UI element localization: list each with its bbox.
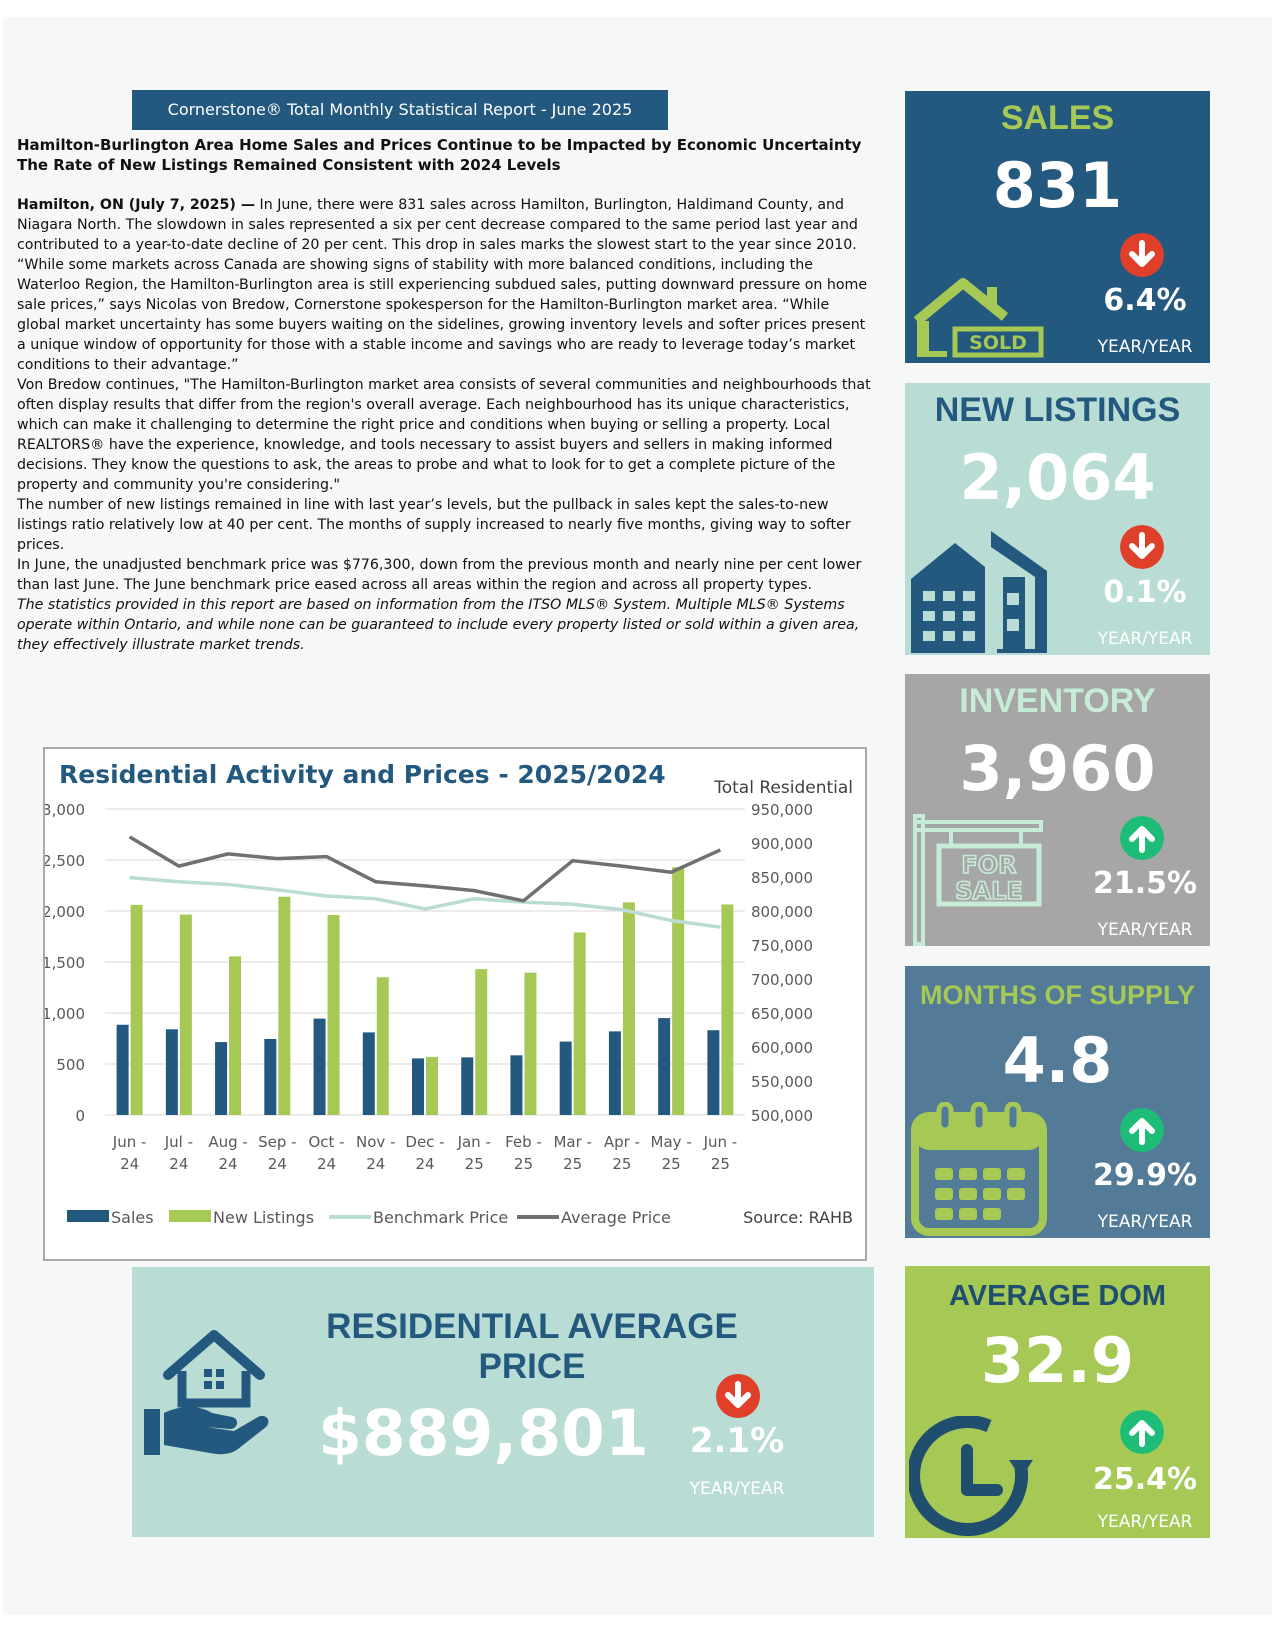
sales-bar xyxy=(117,1025,129,1115)
x-tick-label: Jun - xyxy=(112,1133,147,1151)
new-listings-bar xyxy=(721,904,733,1115)
x-tick-label: Oct - xyxy=(308,1133,345,1151)
x-tick-label: 24 xyxy=(366,1155,386,1173)
y-right-tick-label: 800,000 xyxy=(750,903,813,921)
y-right-tick-label: 550,000 xyxy=(750,1073,813,1091)
down-arrow-icon xyxy=(1120,525,1164,569)
y-right-tick-label: 750,000 xyxy=(750,937,813,955)
paragraph-listings: The number of new listings remained in line with last year’s levels, but the pullback in sales kept the sales-to-new listings ratio relatively low at 40 per cent. The months of supply increased to nearly five months, giving way to softer prices. xyxy=(17,497,851,553)
for-sale-sign-icon xyxy=(911,814,1047,946)
sign-text-sale: SALE xyxy=(955,877,1023,905)
x-tick-label: Apr - xyxy=(603,1133,640,1151)
dateline: Hamilton, ON (July 7, 2025) — xyxy=(17,197,256,213)
down-arrow-icon xyxy=(716,1374,760,1418)
x-tick-label: 24 xyxy=(415,1155,435,1173)
report-banner: Cornerstone® Total Monthly Statistical Report - June 2025 xyxy=(132,90,668,130)
new-listings-card-title: NEW LISTINGS xyxy=(934,391,1181,429)
up-arrow-icon xyxy=(1120,1410,1164,1454)
inventory-card-change: 21.5% xyxy=(1092,866,1198,901)
new-listings-card-period: YEAR/YEAR xyxy=(1097,629,1193,649)
new-listings-card-change: 0.1% xyxy=(1103,575,1187,610)
x-tick-label: 24 xyxy=(267,1155,287,1173)
average-dom-card-period: YEAR/YEAR xyxy=(1097,1512,1193,1532)
x-tick-label: Jul - xyxy=(164,1133,193,1151)
average-price-value: $889,801 xyxy=(318,1397,649,1470)
new-listings-bar xyxy=(574,932,586,1115)
sales-bar xyxy=(215,1042,227,1115)
legend-label: Average Price xyxy=(561,1208,671,1227)
press-release-text xyxy=(17,135,872,655)
sales-card-title: SALES xyxy=(1000,99,1115,137)
up-arrow-icon xyxy=(1120,816,1164,860)
sales-bar xyxy=(658,1018,670,1115)
paragraph-quote: “While some markets across Canada are showing signs of stability with more balanced conditions, including the Waterloo Region, the Hamilton-Burlington area is still experiencing subdued sales, putting downward pressure on home sale prices,” says Nicolas von Bredow, Cornerstone spokesperson for the Hamilton-Burlington market area. “While global market uncertainty has some buyers waiting on the sidelines, growing inventory levels and softer prices present a unique window of opportunity for those with a stable income and savings who are ready to leverage today’s market conditions to their advantage.” xyxy=(17,257,868,373)
inventory-card-value: 3,960 xyxy=(959,732,1156,805)
chart-subtitle: Total Residential xyxy=(714,778,853,798)
sales-card xyxy=(905,91,1210,363)
house-in-hand-icon xyxy=(140,1327,272,1457)
average-dom-card-change: 25.4% xyxy=(1092,1462,1198,1497)
paragraph-benchmark: In June, the unadjusted benchmark price was $776,300, down from the previous month and nearly nine per cent lower than last June. The June benchmark price eased across all areas within the region and across all property types. xyxy=(17,557,862,593)
new-listings-bar xyxy=(475,969,487,1115)
y-right-tick-label: 650,000 xyxy=(750,1005,813,1023)
y-left-tick-label: 3,000 xyxy=(45,801,85,819)
headline-primary: Hamilton-Burlington Area Home Sales and Prices Continue to be Impacted by Economic Uncertainty xyxy=(17,136,862,154)
sales-bar xyxy=(461,1057,473,1115)
sales-bar xyxy=(264,1039,276,1115)
x-tick-label: Mar - xyxy=(553,1133,592,1151)
new-listings-bar xyxy=(524,973,536,1115)
new-listings-bar xyxy=(328,915,340,1115)
new-listings-card-value: 2,064 xyxy=(959,441,1156,514)
residential-activity-chart xyxy=(43,747,867,1261)
x-tick-label: 25 xyxy=(464,1155,484,1173)
sales-bar xyxy=(707,1030,719,1115)
y-right-tick-label: 850,000 xyxy=(750,869,813,887)
x-tick-label: Jun - xyxy=(703,1133,738,1151)
down-arrow-icon xyxy=(1120,233,1164,277)
x-tick-label: 24 xyxy=(218,1155,238,1173)
x-tick-label: 25 xyxy=(612,1155,632,1173)
inventory-card-title: INVENTORY xyxy=(959,682,1156,720)
y-left-tick-label: 2,500 xyxy=(45,852,85,870)
average-dom-card-value: 32.9 xyxy=(981,1324,1134,1397)
months-of-supply-card xyxy=(905,966,1210,1238)
x-tick-label: 25 xyxy=(661,1155,681,1173)
sales-card-change: 6.4% xyxy=(1103,283,1187,318)
y-right-tick-label: 700,000 xyxy=(750,971,813,989)
sales-card-value: 831 xyxy=(992,149,1123,222)
x-tick-label: 25 xyxy=(710,1155,730,1173)
average-dom-card xyxy=(905,1266,1210,1538)
new-listings-bar xyxy=(377,977,389,1115)
sign-text-for: FOR xyxy=(961,851,1017,879)
x-tick-label: Dec - xyxy=(405,1133,445,1151)
legend-label: Benchmark Price xyxy=(373,1208,509,1227)
months-of-supply-card-period: YEAR/YEAR xyxy=(1097,1212,1193,1232)
up-arrow-icon xyxy=(1120,1108,1164,1152)
inventory-card xyxy=(905,674,1210,946)
sold-house-icon xyxy=(909,277,1047,359)
x-tick-label: Nov - xyxy=(356,1133,396,1151)
average-price-line xyxy=(130,837,721,901)
sales-bar xyxy=(510,1055,522,1115)
x-tick-label: 25 xyxy=(513,1155,534,1173)
y-left-tick-label: 2,000 xyxy=(45,903,85,921)
sales-bar xyxy=(166,1029,178,1115)
residential-average-price-panel xyxy=(132,1267,874,1537)
paragraph-intro-text: In June, there were 831 sales across Hamilton, Burlington, Haldimand County, and Niagara North. The slowdown in sales represented a six per cent decrease compared to the same period last year and contributed to a year-to-date decline of 20 per cent. This drop in sales marks the slowest start to the year since 2010. xyxy=(17,197,858,253)
y-left-tick-label: 1,500 xyxy=(45,954,85,972)
headline-secondary: The Rate of New Listings Remained Consistent with 2024 Levels xyxy=(17,156,561,174)
sales-bar xyxy=(363,1032,375,1115)
y-right-tick-label: 500,000 xyxy=(750,1107,813,1125)
sold-badge-text: SOLD xyxy=(969,332,1027,354)
new-listings-bar xyxy=(229,956,241,1115)
new-listings-bar xyxy=(131,905,143,1115)
chart-source: Source: RAHB xyxy=(743,1208,853,1227)
y-left-tick-label: 0 xyxy=(75,1107,85,1125)
paragraph-continues: Von Bredow continues, "The Hamilton-Burlington market area consists of several communities and neighbourhoods that often display results that differ from the region's overall average. Each neighbourhood has its unique characteristics, which can make it challenging to determine the right price and conditions when buying or selling a property. Local REALTORS® have the experience, knowledge, and tools necessary to assist buyers and sellers in making informed decisions. They know the questions to ask, the areas to probe and what to look for to get a complete picture of the property and community you're considering." xyxy=(17,377,871,493)
new-listings-bar xyxy=(426,1057,438,1115)
legend-swatch xyxy=(169,1210,211,1222)
months-of-supply-card-title: MONTHS OF SUPPLY xyxy=(919,980,1196,1010)
sales-bar xyxy=(314,1019,326,1115)
paragraph-disclaimer: The statistics provided in this report are based on information from the ITSO MLS® System. Multiple MLS® Systems operate within Ontario, and while none can be guaranteed to include every property listed or sold within a given area, they effectively illustrate market trends. xyxy=(17,597,860,653)
x-tick-label: Sep - xyxy=(258,1133,297,1151)
months-of-supply-card-change: 29.9% xyxy=(1092,1158,1198,1193)
calendar-icon xyxy=(911,1102,1047,1236)
legend-label: Sales xyxy=(111,1208,154,1227)
x-tick-label: 24 xyxy=(169,1155,189,1173)
new-listings-bar xyxy=(180,915,192,1115)
x-tick-label: 24 xyxy=(120,1155,140,1173)
y-right-tick-label: 600,000 xyxy=(750,1039,813,1057)
y-left-tick-label: 1,000 xyxy=(45,1005,85,1023)
sales-bar xyxy=(412,1058,424,1115)
new-listings-bar xyxy=(278,897,290,1115)
sales-bar xyxy=(560,1042,572,1115)
new-listings-card xyxy=(905,383,1210,655)
new-listings-bar xyxy=(672,867,684,1115)
chart-canvas xyxy=(45,749,865,1259)
x-tick-label: Jan - xyxy=(457,1133,491,1151)
months-of-supply-card-value: 4.8 xyxy=(1002,1024,1113,1097)
sales-card-period: YEAR/YEAR xyxy=(1097,337,1193,357)
chart-title: Residential Activity and Prices - 2025/2024 xyxy=(59,760,666,789)
average-price-period: YEAR/YEAR xyxy=(689,1479,785,1499)
inventory-card-period: YEAR/YEAR xyxy=(1097,920,1193,940)
average-price-change: 2.1% xyxy=(689,1421,785,1461)
x-tick-label: Aug - xyxy=(208,1133,248,1151)
legend-label: New Listings xyxy=(213,1208,315,1227)
y-right-tick-label: 900,000 xyxy=(750,835,813,853)
y-left-tick-label: 500 xyxy=(56,1056,85,1074)
x-tick-label: May - xyxy=(650,1133,692,1151)
x-tick-label: 25 xyxy=(563,1155,583,1173)
x-tick-label: Feb - xyxy=(505,1133,542,1151)
average-price-title: RESIDENTIAL AVERAGE PRICE xyxy=(326,1307,738,1386)
x-tick-label: 24 xyxy=(316,1155,337,1173)
new-listings-bar xyxy=(623,902,635,1115)
apartment-building-icon xyxy=(911,531,1047,653)
paragraph-intro xyxy=(17,195,872,255)
clock-icon xyxy=(909,1416,1045,1536)
y-right-tick-label: 950,000 xyxy=(750,801,813,819)
average-dom-card-title: AVERAGE DOM xyxy=(949,1280,1166,1312)
sales-bar xyxy=(609,1031,621,1115)
legend-swatch xyxy=(67,1210,109,1222)
